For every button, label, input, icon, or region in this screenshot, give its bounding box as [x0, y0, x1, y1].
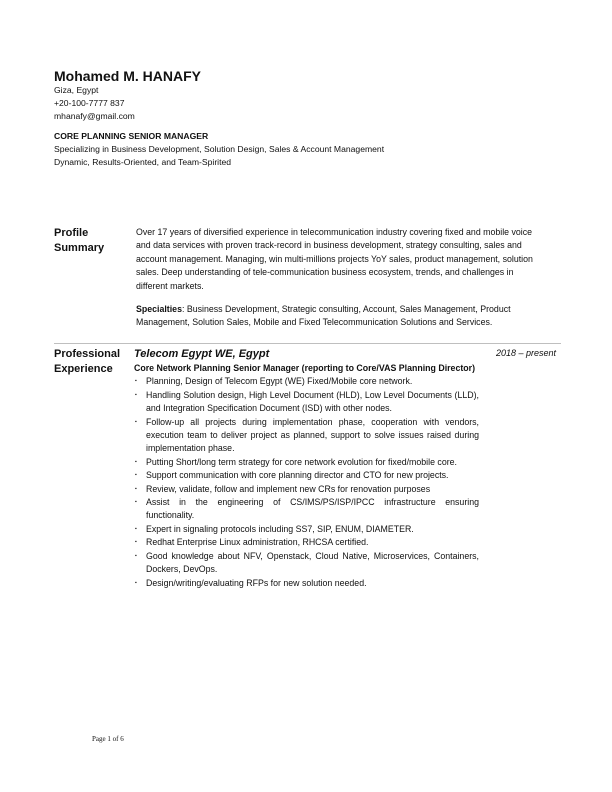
- list-item: ▪ Review, validate, follow and implement new CRs for renovation purposes: [134, 483, 479, 496]
- list-item: ▪ Planning, Design of Telecom Egypt (WE) Fixed/Mobile core network.: [134, 375, 479, 388]
- contact-info: [54, 84, 135, 123]
- label-line: Experience: [54, 363, 113, 375]
- list-item: ▪ Design/writing/evaluating RFPs for new solution needed.: [134, 577, 479, 590]
- specialties-label: Specialties: [136, 304, 182, 315]
- label-line: Professional: [54, 348, 121, 360]
- list-item: ▪ Putting Short/long term strategy for core network evolution for fixed/mobile core.: [134, 456, 479, 469]
- label-line: Summary: [54, 242, 105, 254]
- list-item: ▪ Expert in signaling protocols including SS7, SIP, ENUM, DIAMETER.: [134, 523, 479, 536]
- experience-entry: [134, 347, 479, 590]
- tagline: Dynamic, Results-Oriented, and Team-Spirited: [54, 157, 232, 167]
- location: Giza, Egypt: [54, 85, 99, 95]
- list-item: ▪ Assist in the engineering of CS/IMS/PS/ISP/IPCC infrastructure ensuring functionality.: [134, 496, 479, 523]
- headline: [54, 130, 384, 169]
- list-item: ▪ Good knowledge about NFV, Openstack, Cloud Native, Microservices, Containers, Dockers, DevOps.: [134, 550, 479, 577]
- company-name: Telecom Egypt WE, Egypt: [134, 348, 270, 360]
- profile-summary: [136, 226, 546, 340]
- tagline: Specializing in Business Development, Solution Design, Sales & Account Management: [54, 144, 385, 154]
- specialties: [136, 303, 546, 330]
- list-item: ▪ Follow-up all projects during implementation phase, cooperation with vendors, execution team to deliver project as planned, support to solve issues raised during implementation phase.: [134, 416, 479, 456]
- label-line: Profile: [54, 227, 89, 239]
- list-item: ▪ Support communication with core planning director and CTO for new projects.: [134, 469, 479, 482]
- section-divider: [54, 343, 561, 344]
- email: mhanafy@gmail.com: [54, 111, 135, 121]
- list-item: ▪ Handling Solution design, High Level Document (HLD), Low Level Documents (LLD), and Integration Specification Document (ISD) with other nodes.: [134, 389, 479, 416]
- specialties-text: : Business Development, Strategic consulting, Account, Sales Management, Product Management, Solution Sales, Mobile and Fixed Telecommunication Solutions and Services.: [136, 304, 511, 328]
- section-label-experience: [54, 347, 120, 377]
- phone: +20-100-7777 837: [54, 98, 125, 108]
- section-label-profile: [54, 226, 104, 256]
- job-title: CORE PLANNING SENIOR MANAGER: [54, 131, 209, 141]
- candidate-name: Mohamed M. HANAFY: [54, 68, 201, 84]
- job-dates: 2018 – present: [495, 348, 556, 358]
- summary-text: Over 17 years of diversified experience in telecommunication industry covering fixed and mobile voice and data services with proven track-record in business development, strategy consulting, sales and account management. Managing, win multi-millions projects YoY sales, product management, solution sales. Deep understanding of tele-communication business ecosystem, trends, and challenges in different markets.: [136, 227, 533, 291]
- responsibilities-list: [134, 375, 479, 590]
- page-number: Page 1 of 6: [92, 735, 124, 743]
- list-item: ▪ Redhat Enterprise Linux administration, RHCSA certified.: [134, 536, 479, 549]
- job-role: Core Network Planning Senior Manager (reporting to Core/VAS Planning Director): [134, 363, 475, 373]
